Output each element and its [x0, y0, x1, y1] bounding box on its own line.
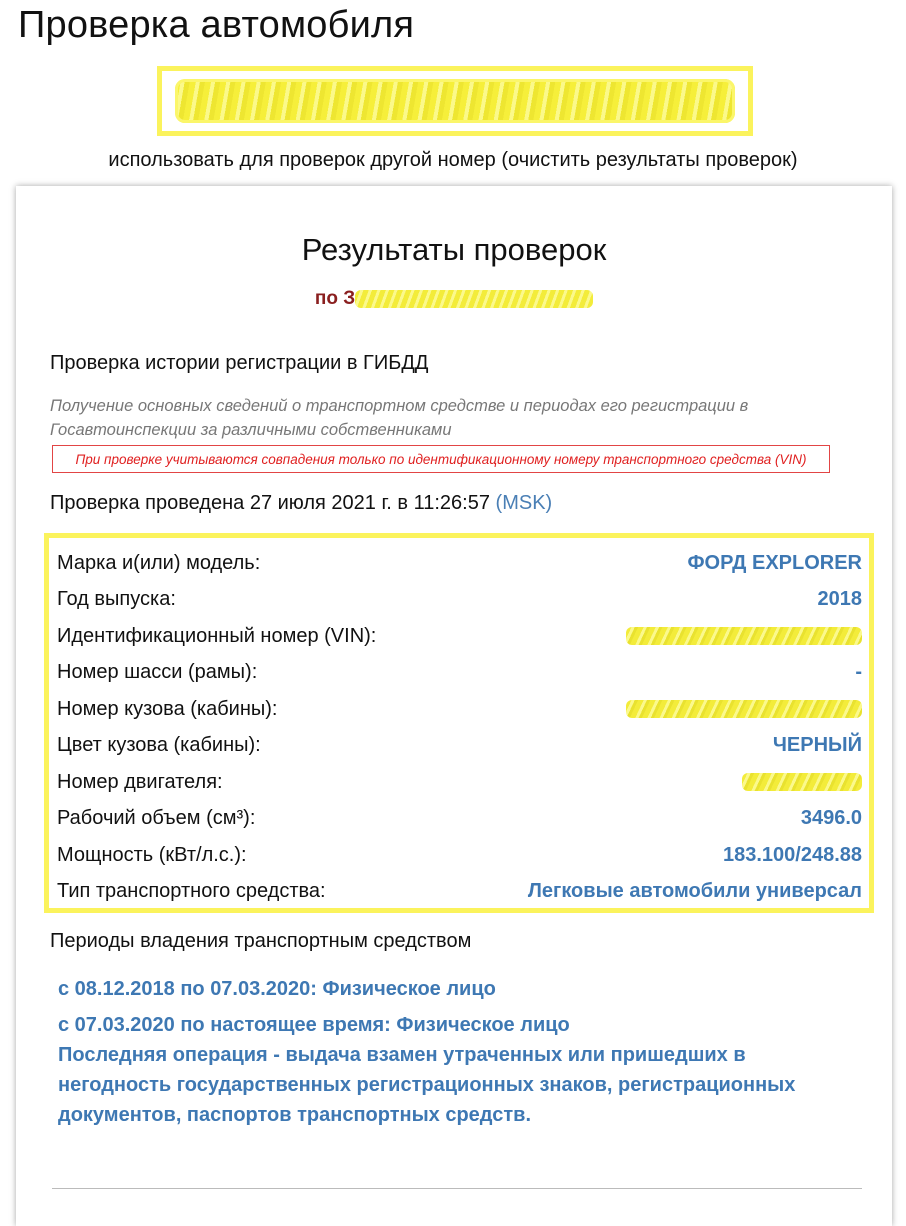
ownership-periods-title: Периоды владения транспортным средством [50, 930, 472, 952]
results-subtitle [16, 286, 892, 312]
detail-value: 183.100/248.88 [722, 843, 862, 866]
detail-label: Идентификационный номер (VIN): [57, 624, 377, 647]
detail-row-body [49, 691, 869, 728]
check-timestamp [50, 489, 552, 517]
detail-label: Тип транспортного средства: [57, 880, 326, 903]
detail-label: Год выпуска: [57, 588, 176, 611]
reset-checks-link[interactable]: использовать для проверок другой номер (очистить результаты проверок) [108, 149, 798, 171]
vin-input-redacted[interactable] [157, 66, 753, 136]
detail-value: 2018 [817, 588, 862, 611]
vehicle-details-table [44, 533, 874, 913]
detail-row-chassis [49, 655, 869, 692]
detail-label: Мощность (кВт/л.с.): [57, 843, 247, 866]
detail-value: Легковые автомобили универсал [527, 880, 862, 903]
ownership-period: с 08.12.2018 по 07.03.2020: Физическое лицо [58, 978, 496, 1000]
detail-value: ФОРД EXPLORER [687, 551, 862, 574]
detail-row-vehicle-type [49, 874, 869, 911]
detail-label: Номер двигателя: [57, 770, 223, 793]
detail-label: Номер шасси (рамы): [57, 661, 258, 684]
timezone-label: (MSK) [495, 492, 553, 514]
last-operation-text: Последняя операция - выдача взамен утраченных или пришедших в негодность государственных регистрационных знаков, регистрационных документов, паспортов транспортных средств. [58, 1044, 796, 1126]
check-timestamp-text: Проверка проведена 27 июля 2021 г. в 11:26:57 [50, 492, 490, 514]
ownership-period: с 07.03.2020 по настоящее время: Физическое лицо [58, 1014, 570, 1036]
redaction-scribble [175, 79, 735, 123]
detail-value: 3496.0 [800, 807, 862, 830]
vin-match-notice: При проверке учитываются совпадения только по идентификационному номеру транспортного средства (VIN) [52, 445, 830, 473]
redaction-scribble [626, 627, 862, 645]
detail-label: Номер кузова (кабины): [57, 697, 278, 720]
redaction-scribble [626, 700, 862, 718]
detail-row-engine [49, 764, 869, 801]
detail-label: Рабочий объем (см³): [57, 807, 256, 830]
divider [52, 1188, 862, 1189]
redaction-scribble [742, 773, 862, 791]
detail-row-year [49, 582, 869, 619]
detail-label: Цвет кузова (кабины): [57, 734, 261, 757]
registration-section-title: Проверка истории регистрации в ГИБДД [50, 352, 429, 374]
results-card [16, 186, 892, 1226]
detail-row-model [49, 545, 869, 582]
registration-description: Получение основных сведений о транспортном средстве и периодах его регистрации в Госавтоинспекции за различными собственниками [50, 397, 749, 439]
detail-label: Марка и(или) модель: [57, 551, 261, 574]
results-subtitle-prefix: по З [314, 288, 356, 309]
detail-value: - [855, 661, 862, 684]
detail-row-vin [49, 618, 869, 655]
detail-row-color [49, 728, 869, 765]
redaction-scribble [355, 290, 593, 308]
detail-row-displacement [49, 801, 869, 838]
results-title: Результаты проверок [301, 232, 607, 267]
page-title: Проверка автомобиля [18, 4, 415, 46]
detail-row-power [49, 837, 869, 874]
detail-value: ЧЕРНЫЙ [772, 734, 862, 757]
